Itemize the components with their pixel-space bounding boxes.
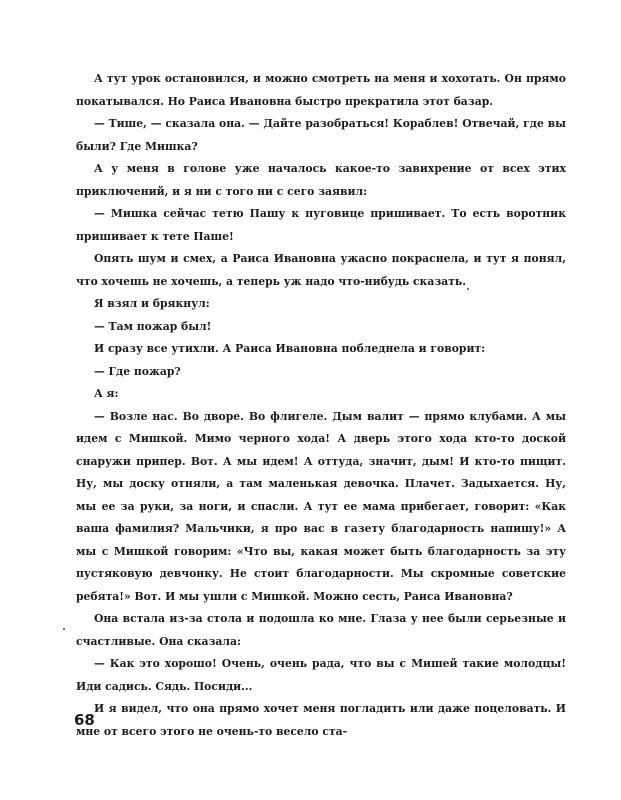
paragraph: А тут урок остановился, и можно смотреть на меня и хохотать. Он прямо покатывался. Но Раиса Ивановна быстро прекратила этот базар. [76,72,566,108]
paragraph: Опять шум и смех, а Раиса Ивановна ужасно покраснела, и тут я понял, что хочешь не хочешь, а теперь уж надо что-нибудь сказать. [76,252,566,288]
paragraph: И сразу все утихли. А Раиса Ивановна побледнела и говорит: [94,342,486,355]
page-number: 68 [74,711,95,729]
paragraph: А у меня в голове уже началось какое-то завихрение от всех этих приключений, и я ни с того ни с сего заявил: [76,162,566,198]
paragraph: Я взял и брякнул: [94,297,210,310]
paragraph: — Мишка сейчас тетю Пашу к пуговице пришивает. То есть воротник пришивает к тете Паше! [76,207,566,243]
paragraph: — Как это хорошо! Очень, очень рада, что вы с Мишей такие молодцы! Иди садись. Сядь. Посиди... [76,657,566,693]
paragraph: — Где пожар? [94,364,181,378]
paragraph: — Там пожар был! [94,319,212,333]
paragraph: — Тише, — сказала она. — Дайте разобраться! Кораблев! Отвечай, где вы были? Где Мишка? [76,117,566,153]
page-body [76,68,566,743]
paragraph: — Возле нас. Во дворе. Во флигеле. Дым валит — прямо клубами. А мы идем с Мишкой. Мимо черного хода! А дверь этого хода кто-то доской снаружи припер. Вот. А мы идем! А оттуда, значит, дым! И кто-то пищит. Ну, мы доску отняли, а там маленькая девочка. Плачет. Задыхается. Ну, мы ее за руки, за ноги, и спасли. А тут ее мама прибегает, говорит: «Как ваша фамилия? Мальчики, я про вас в газету благодарность напишу!» А мы с Мишкой говорим: «Что вы, какая может быть благодарность за эту пустяковую девчонку. Не стоит благодарности. Мы скромные советские ребята!» Вот. И мы ушли с Мишкой. Можно сесть, Раиса Ивановна? [76,409,566,603]
paragraph: А я: [94,387,119,400]
print-speck [63,628,65,630]
paragraph: И я видел, что она прямо хочет меня погладить или даже поцеловать. И мне от всего этого не очень-то весело ста- [76,702,566,738]
print-speck [467,288,469,290]
paragraph: Она встала из-за стола и подошла ко мне. Глаза у нее были серьезные и счастливые. Она сказала: [76,612,566,648]
